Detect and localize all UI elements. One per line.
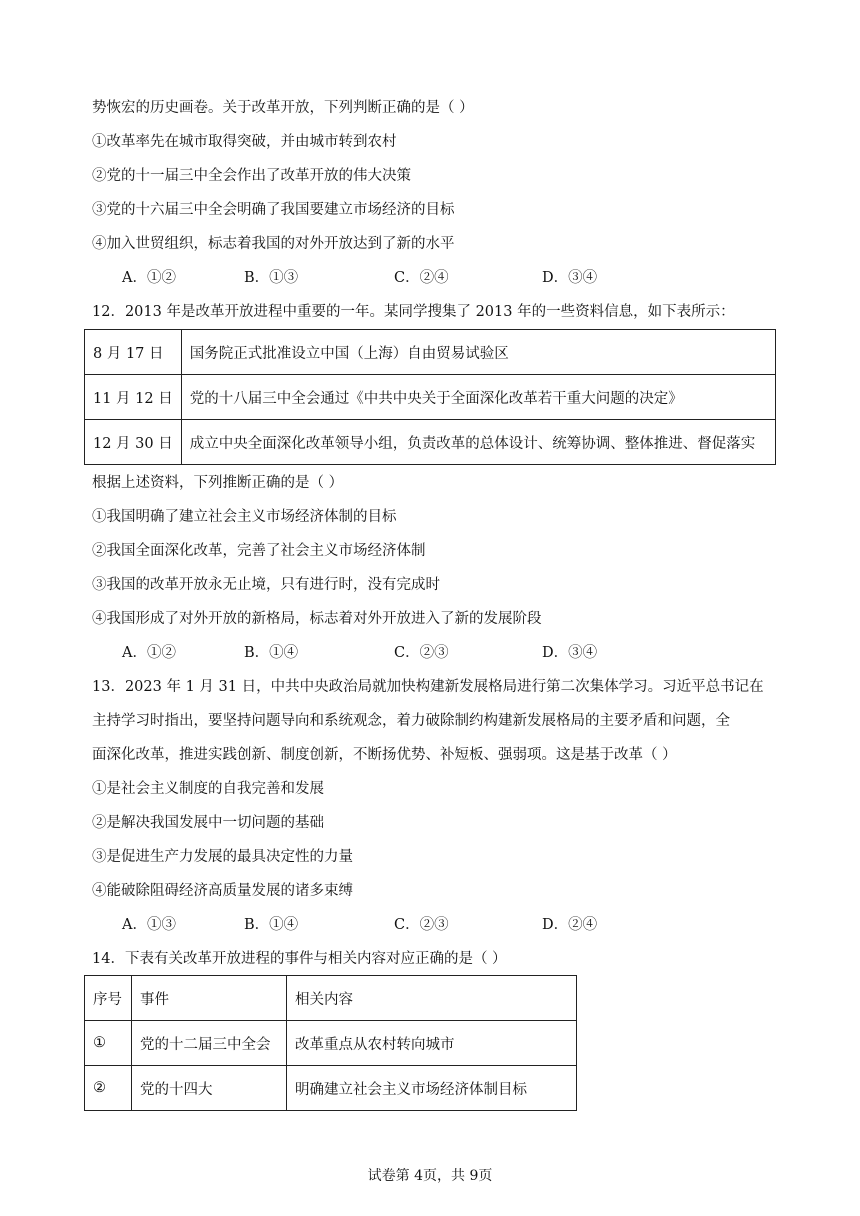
q12-date-3: 12 月 30 日 — [85, 420, 182, 465]
q13-stem-line-3: 面深化改革，推进实践创新、制度创新，不断扬优势、补短板、强弱项。这是基于改革（ ） — [92, 747, 677, 763]
q14-row-1-content: 改革重点从农村转向城市 — [287, 1021, 577, 1066]
q12-question: 根据上述资料，下列推断正确的是（ ） — [92, 475, 344, 491]
table-header-row — [85, 976, 577, 1021]
q12-date-2: 11 月 12 日 — [85, 375, 182, 420]
q14-header-content: 相关内容 — [287, 976, 577, 1021]
q12-date-1: 8 月 17 日 — [85, 330, 182, 375]
q11-option-b: B．①③ — [244, 270, 299, 286]
q13-option-d: D．②④ — [542, 917, 598, 933]
q13-options — [122, 915, 642, 935]
q12-options — [122, 643, 642, 663]
q14-row-1-number: ① — [85, 1021, 132, 1066]
q12-item-2: ②我国全面深化改革，完善了社会主义市场经济体制 — [92, 543, 426, 559]
q12-event-2: 党的十八届三中全会通过《中共中央关于全面深化改革若干重大问题的决定》 — [181, 375, 775, 420]
q11-option-c: C．②④ — [394, 270, 449, 286]
q12-event-1: 国务院正式批准设立中国（上海）自由贸易试验区 — [181, 330, 775, 375]
q11-option-a: A．①② — [122, 270, 176, 286]
q13-option-c: C．②③ — [394, 917, 449, 933]
q14-row-2-number: ② — [85, 1066, 132, 1111]
q12-item-1: ①我国明确了建立社会主义市场经济体制的目标 — [92, 509, 397, 525]
q14-row-1-event: 党的十二届三中全会 — [132, 1021, 287, 1066]
q12-option-c: C．②③ — [394, 645, 449, 661]
q11-item-3: ③党的十六届三中全会明确了我国要建立市场经济的目标 — [92, 202, 455, 218]
q11-option-d: D．③④ — [542, 270, 598, 286]
q13-item-2: ②是解决我国发展中一切问题的基础 — [92, 815, 324, 831]
q13-item-3: ③是促进生产力发展的最具决定性的力量 — [92, 849, 353, 865]
q12-option-a: A．①② — [122, 645, 176, 661]
q14-stem: 14．下表有关改革开放进程的事件与相关内容对应正确的是（ ） — [92, 951, 507, 967]
table-row — [85, 1021, 577, 1066]
q12-item-3: ③我国的改革开放永无止境，只有进行时，没有完成时 — [92, 577, 440, 593]
q14-header-number: 序号 — [85, 976, 132, 1021]
q11-item-2: ②党的十一届三中全会作出了改革开放的伟大决策 — [92, 168, 411, 184]
q11-stem: 势恢宏的历史画卷。关于改革开放，下列判断正确的是（ ） — [92, 100, 474, 116]
q12-table — [84, 329, 776, 465]
q12-stem: 12．2013 年是改革开放进程中重要的一年。某同学搜集了 2013 年的一些资料信息，如下表所示： — [92, 304, 735, 320]
q12-option-d: D．③④ — [542, 645, 598, 661]
table-row — [85, 330, 776, 375]
page-footer: 试卷第 4页，共 9页 — [367, 1168, 493, 1184]
q12-item-4: ④我国形成了对外开放的新格局，标志着对外开放进入了新的发展阶段 — [92, 611, 542, 627]
q14-row-2-event: 党的十四大 — [132, 1066, 287, 1111]
q13-stem-line-1: 13．2023 年 1 月 31 日，中共中央政治局就加快构建新发展格局进行第二次集体学习。习近平总书记在 — [92, 679, 764, 695]
table-row — [85, 375, 776, 420]
q13-stem-line-2: 主持学习时指出，要坚持问题导向和系统观念，着力破除制约构建新发展格局的主要矛盾和问题，全 — [92, 713, 730, 729]
q13-option-a: A．①③ — [122, 917, 176, 933]
q14-header-event: 事件 — [132, 976, 287, 1021]
q13-item-4: ④能破除阻碍经济高质量发展的诸多束缚 — [92, 883, 353, 899]
table-row — [85, 420, 776, 465]
q13-item-1: ①是社会主义制度的自我完善和发展 — [92, 781, 324, 797]
q11-options — [122, 268, 642, 288]
q11-item-1: ①改革率先在城市取得突破，并由城市转到农村 — [92, 134, 397, 150]
q11-item-4: ④加入世贸组织，标志着我国的对外开放达到了新的水平 — [92, 236, 455, 252]
q12-option-b: B．①④ — [244, 645, 299, 661]
q12-event-3: 成立中央全面深化改革领导小组，负责改革的总体设计、统筹协调、整体推进、督促落实 — [181, 420, 775, 465]
q14-table — [84, 975, 577, 1111]
table-row — [85, 1066, 577, 1111]
q13-option-b: B．①④ — [244, 917, 299, 933]
q14-row-2-content: 明确建立社会主义市场经济体制目标 — [287, 1066, 577, 1111]
